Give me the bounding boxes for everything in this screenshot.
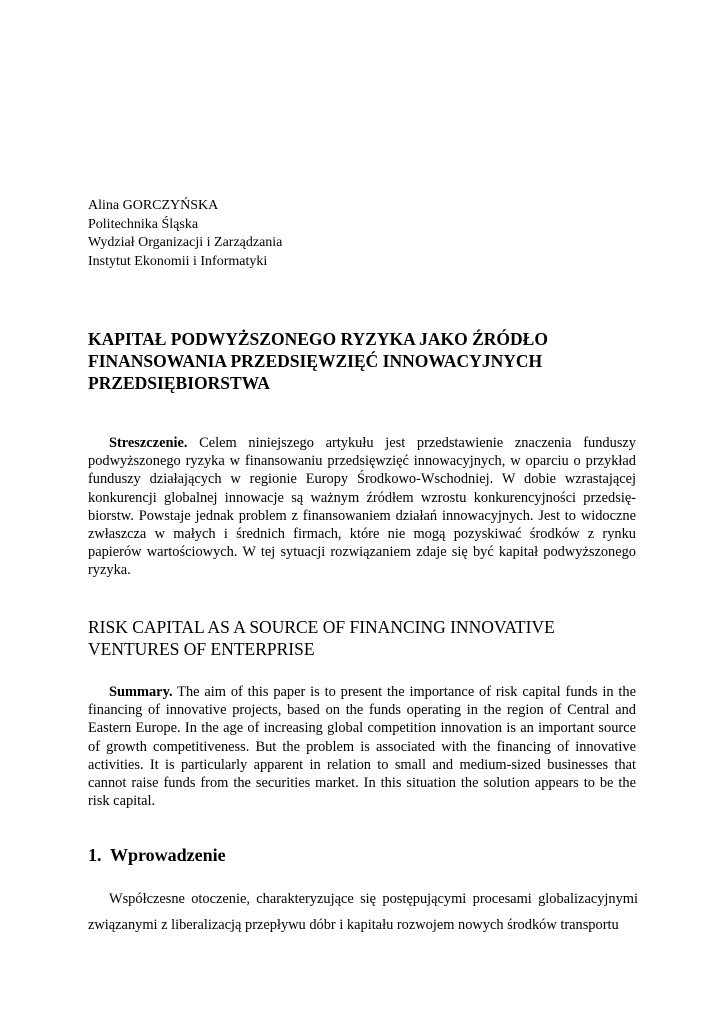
abstract-english-label: Summary.	[109, 684, 173, 700]
institute-name: Instytut Ekonomii i Informatyki	[88, 253, 268, 269]
abstract-polish-text: Celem niniejszego artykułu jest przedstawienie znaczenia funduszy podwyższonego ryzyka w finansowaniu przedsięwzięć innowacyjnych, w oparciu o przykład funduszy działających w regionie Europy Środkowo-Wschodniej. W dobie wzrastającej konkurencji globalnej innowacje są ważnym źródłem wzrostu konkurencyjności przedsiębiorstw. Powstaje jednak problem z finansowaniem działań innowacyjnych. Jest to widoczne zwłaszcza w małych i średnich firmach, które nie mogą pozyskiwać środków z rynku papierów wartościowych. W tej sytuacji rozwiązaniem zdaje się być kapitał podwyższonego ryzyka.	[88, 435, 636, 579]
university-name: Politechnika Śląska	[88, 216, 199, 232]
abstract-english	[88, 683, 636, 810]
abstract-polish	[88, 434, 636, 580]
section-title: Wprowadzenie	[110, 845, 226, 865]
paper-title-english: RISK CAPITAL AS A SOURCE OF FINANCING INNOVATIVE VENTURES OF ENTERPRISE	[88, 617, 555, 659]
section-number: 1.	[88, 845, 102, 865]
author-name: Alina GORCZYŃSKA	[88, 198, 219, 213]
author-affiliation	[88, 197, 282, 271]
section-heading	[88, 843, 226, 867]
faculty-name: Wydział Organizacji i Zarządzania	[88, 235, 283, 251]
section-body-paragraph: Współczesne otoczenie, charakteryzujące się postępującymi procesami globalizacyjnymi związanymi z liberalizacją przepływu dóbr i kapitału rozwojem nowych środków transportu	[88, 891, 638, 933]
abstract-english-text: The aim of this paper is to present the importance of risk capital funds in the financing of innovative projects, based on the funds operating in the region of Central and Eastern Europe. In the age of increasing global competition innovation is an important source of growth competitiveness. But the problem is associated with the financing of innovative activities. It is particularly apparent in relation to small and medium-sized businesses that cannot raise funds from the securities market. In this situation the solution appears to be the risk capital.	[88, 684, 636, 810]
abstract-polish-label: Streszczenie.	[109, 435, 188, 451]
paper-title-polish: KAPITAŁ PODWYŻSZONEGO RYZYKA JAKO ŹRÓDŁO FINANSOWANIA PRZEDSIĘWZIĘĆ INNOWACYJNYCH PRZEDSIĘBIORSTWA	[88, 329, 548, 393]
